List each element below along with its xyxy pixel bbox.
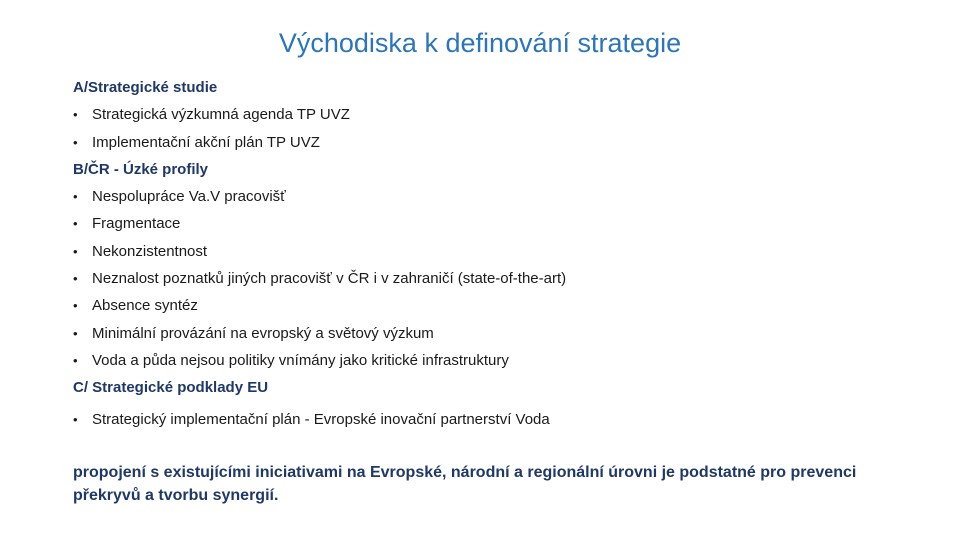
list-item — [73, 349, 913, 376]
list-item-text: Nespolupráce Va.V pracovišť — [92, 188, 286, 206]
list-item-text: Strategický implementační plán - Evropské inovační partnerství Voda — [92, 410, 550, 428]
slide-title: Východiska k definování strategie — [278, 28, 682, 58]
bullet-icon: • — [73, 107, 78, 123]
list-item — [73, 408, 913, 435]
list-item-text: Fragmentace — [92, 215, 181, 233]
bullet-icon: • — [73, 216, 78, 232]
list-item — [73, 212, 913, 239]
list-item-text: Voda a půda nejsou politiky vnímány jako kritické infrastruktury — [92, 351, 509, 369]
list-item-text: Strategická výzkumná agenda TP UVZ — [92, 106, 350, 124]
list-item — [73, 294, 913, 321]
bullet-icon: • — [73, 411, 78, 427]
bullet-icon: • — [73, 352, 78, 368]
list-item-text: Minimální provázání na evropský a světový výzkum — [92, 324, 434, 342]
list-item-text: Absence syntéz — [92, 297, 198, 315]
slide-body — [73, 76, 913, 435]
list-item — [73, 240, 913, 267]
list-item — [73, 131, 913, 158]
bullet-icon: • — [73, 271, 78, 287]
list-item-text: Nekonzistentnost — [92, 242, 208, 260]
bullet-icon: • — [73, 298, 78, 314]
bullet-icon: • — [73, 189, 78, 205]
list-item — [73, 267, 913, 294]
conclusion-text: propojení s existujícími iniciativami na Evropské, národní a regionální úrovni je podstatné pro prevenci překryvů a tvorbu synergií. — [73, 464, 857, 504]
bullet-icon: • — [73, 134, 78, 150]
section-heading-b: B/ČR - Úzké profily — [73, 160, 209, 178]
section-heading-a: A/Strategické studie — [73, 79, 218, 96]
list-item — [73, 103, 913, 130]
bullet-icon: • — [73, 243, 78, 259]
list-item — [73, 185, 913, 212]
list-item-text: Implementační akční plán TP UVZ — [92, 133, 320, 151]
list-item — [73, 322, 913, 349]
list-item-text: Neznalost poznatků jiných pracovišť v ČR i v zahraničí (state-of-the-art) — [92, 270, 567, 288]
bullet-icon: • — [73, 325, 78, 341]
section-heading-c: C/ Strategické podklady EU — [73, 379, 269, 397]
